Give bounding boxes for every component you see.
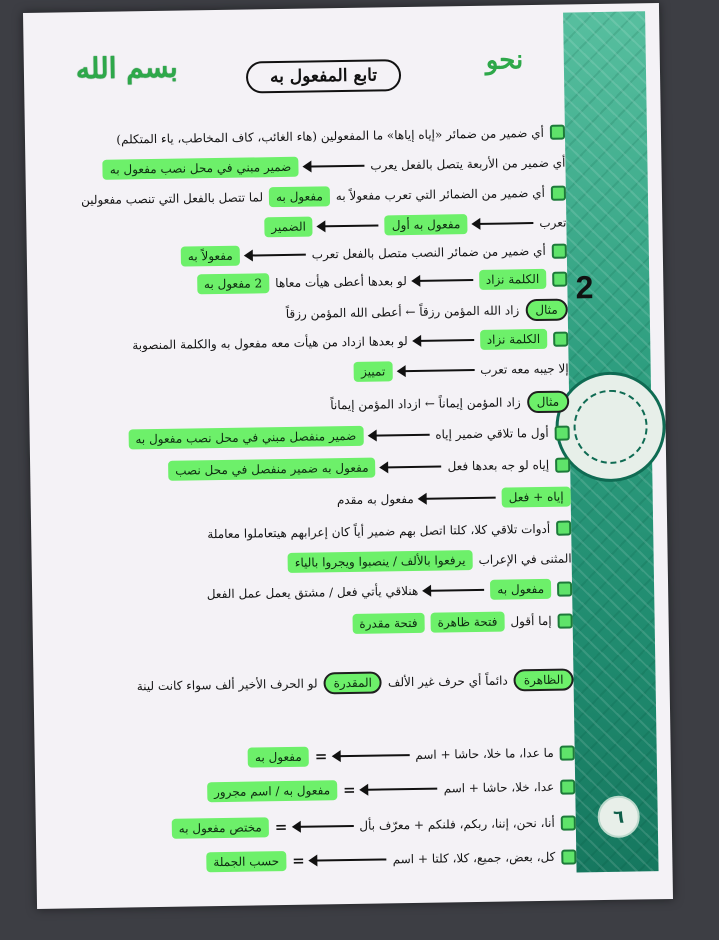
checkbox-icon bbox=[561, 815, 576, 830]
note-line: الكلمة نزادلو بعدها ازداد من هيأت معه مفعول به والكلمة المنصوبة bbox=[28, 329, 568, 357]
note-line: عدا، خلا، حاشا + اسم=مفعول به / اسم مجرور bbox=[35, 776, 575, 804]
note-line: إياه + فعلمفعول به مقدم bbox=[31, 487, 571, 515]
definition-label: الظاهرة bbox=[514, 668, 574, 691]
checkbox-icon bbox=[552, 243, 567, 258]
checkbox-icon bbox=[550, 125, 565, 140]
note-line: ما عدا، ما خلا، حاشا + اسم=مفعول به bbox=[35, 742, 575, 770]
highlight: ضمير مبني في محل نصب مفعول به bbox=[103, 157, 299, 180]
note-line: المثنى في الإعرابيرفعوا بالألف / ينصبوا ويجروا بالياء bbox=[32, 549, 572, 577]
highlight: فتحة ظاهرة bbox=[430, 612, 504, 633]
checkbox-icon bbox=[557, 613, 572, 628]
note-line: أي ضمير من الضمائر التي تعرب مفعولاً بهمفعول بهلما تتصل بالفعل التي تنصب مفعولين bbox=[26, 183, 566, 211]
checkbox-icon bbox=[560, 745, 575, 760]
highlight: الكلمة نزاد bbox=[479, 269, 547, 290]
note-line: مفعول بههنلاقي يأتي فعل / مشتق يعمل عمل الفعل bbox=[32, 578, 572, 606]
highlight: 2 مفعول به bbox=[197, 273, 270, 294]
page-title: تابع المفعول به bbox=[246, 59, 402, 93]
notes-list bbox=[25, 123, 572, 870]
note-line: أي ضمير من ضمائر النصب متصل بالفعل تعربمفعولاً به bbox=[27, 241, 567, 269]
checkbox-icon bbox=[556, 521, 571, 536]
note-line: كل، بعض، جميع، كلا، كلتا + اسم=حسب الجملة bbox=[36, 846, 576, 874]
highlight: الضمير bbox=[264, 217, 313, 238]
note-line: إلا جيبه معه تعربتمييز bbox=[29, 359, 569, 387]
note-line: تعربمفعول به أولالضمير bbox=[26, 213, 566, 241]
note-line: أنا، نحن، إننا، ربكم، فلنكم + معرّف بأل=مختص مفعول به bbox=[36, 812, 576, 840]
highlight: فتحة مقدرة bbox=[352, 613, 425, 634]
note-line: إما أقولفتحة ظاهرةفتحة مقدرة bbox=[33, 610, 573, 638]
note-line: مثالزاد المؤمن إيماناً ← ازداد المؤمن إيماناً bbox=[29, 391, 569, 421]
highlight: تمييز bbox=[354, 361, 392, 382]
note-line: أي ضمير من ضمائر «إياه إياها» ما المفعولين (هاء الغائب، كاف المخاطب، ياء المتكلم) bbox=[25, 123, 565, 150]
checkbox-icon bbox=[555, 457, 570, 472]
checkbox-icon bbox=[555, 425, 570, 440]
note-line: الظاهرةدائماً أي حرف غير الألفالمقدرةلو الحرف الأخير ألف سواء كانت لينة bbox=[33, 668, 573, 698]
highlight: يرفعوا بالألف / ينصبوا ويجروا بالياء bbox=[288, 550, 473, 573]
note-line: مثالزاد الله المؤمن رزقاً ← أعطى الله المؤمن رزقاً bbox=[28, 299, 568, 329]
highlight: ضمير منفصل مبني في محل نصب مفعول به bbox=[128, 426, 363, 450]
highlight: مفعول به bbox=[490, 579, 551, 600]
checkbox-icon bbox=[561, 849, 576, 864]
note-line: أي ضمير من الأربعة يتصل بالفعل يعربضمير مبني في محل نصب مفعول به bbox=[25, 153, 565, 181]
note-line: الكلمة نزادلو بعدها أعطى هيأت معاها2 مفعول به bbox=[27, 269, 567, 297]
page-number: ٦ bbox=[597, 795, 640, 838]
highlight: مفعول به أول bbox=[385, 214, 468, 235]
note-line: أدوات تلاقي كلا، كلتا اتصل بهم ضمير أياً كان إعرابهم هيتعاملوا معاملة bbox=[31, 519, 571, 546]
highlight: مفعول به bbox=[269, 186, 330, 207]
highlight: مفعول به ضمير منفصل في محل نصب bbox=[168, 458, 376, 481]
checkbox-icon bbox=[551, 185, 566, 200]
checkbox-icon bbox=[560, 779, 575, 794]
checkbox-icon bbox=[557, 581, 572, 596]
highlight: مفعول به / اسم مجرور bbox=[207, 780, 337, 802]
highlight: مختص مفعول به bbox=[172, 817, 269, 839]
worksheet-page bbox=[23, 3, 673, 909]
definition-label: المقدرة bbox=[323, 671, 382, 694]
lesson-number: 2 bbox=[575, 269, 594, 306]
highlight: حسب الجملة bbox=[206, 851, 286, 872]
highlight: مفعولاً به bbox=[181, 246, 240, 267]
note-line: أول ما تلاقي ضمير إياهضمير منفصل مبني في محل نصب مفعول به bbox=[30, 423, 570, 451]
highlight: الكلمة نزاد bbox=[480, 329, 548, 350]
highlight: إياه + فعل bbox=[502, 487, 571, 508]
subject-logo: نحو bbox=[485, 45, 524, 76]
checkbox-icon bbox=[553, 331, 568, 346]
decorative-side-band bbox=[563, 11, 658, 872]
highlight: مفعول به bbox=[248, 747, 309, 768]
example-label: مثال bbox=[525, 299, 568, 322]
page-header bbox=[23, 35, 564, 113]
basmala-heading: بسم الله bbox=[75, 50, 178, 86]
example-label: مثال bbox=[527, 391, 570, 414]
note-line: إياه لو جه بعدها فعلمفعول به ضمير منفصل في محل نصب bbox=[30, 455, 570, 483]
checkbox-icon bbox=[552, 271, 567, 286]
